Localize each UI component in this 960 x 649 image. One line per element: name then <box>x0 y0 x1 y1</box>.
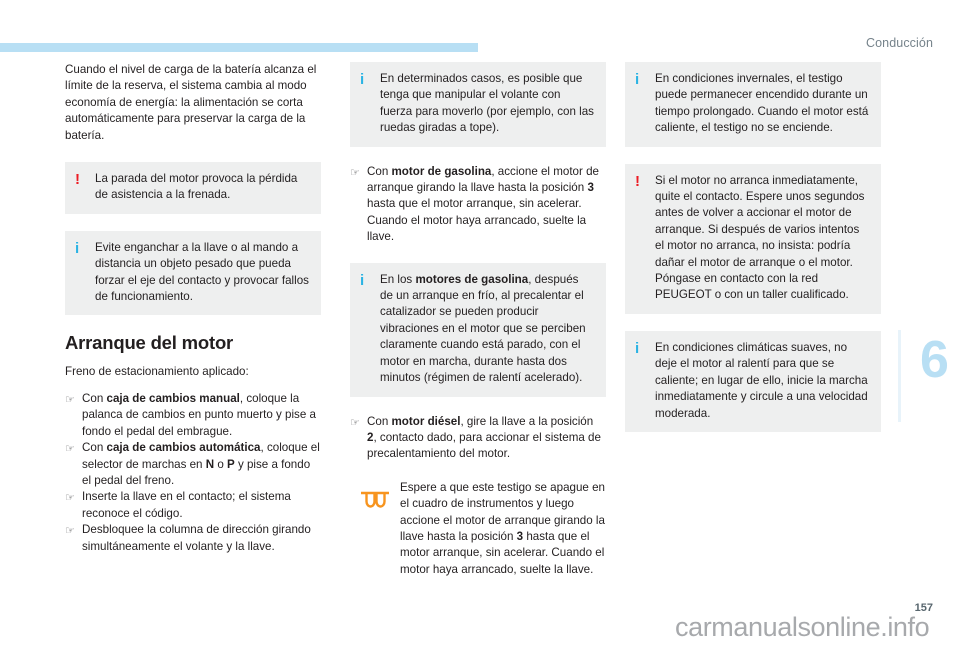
step-post-b: o <box>214 457 227 471</box>
section-lead-text: Freno de estacionamiento aplicado: <box>65 365 249 379</box>
step-position-number: 3 <box>587 181 594 195</box>
petrol-engine-step <box>350 164 606 246</box>
text-post: , después de un arranque en frío, al precalentar el catalizador se pueden producir vibraciones en el motor que se perciben claramente cuando está parado, con el motor en marcha, durante hasta dos minutos (régimen de ralentí acelerado). <box>380 272 586 385</box>
info-callout-text: Evite enganchar a la llave o al mando a distancia un objeto pesado que pueda forzar el eje del contacto y provocar fallos de funcionamiento. <box>95 240 309 304</box>
step-pre: Con <box>367 164 392 178</box>
warning-icon: ! <box>635 172 640 190</box>
pointer-icon: ☞ <box>65 492 75 505</box>
section-title-engine-start: Arranque del motor <box>65 332 234 354</box>
step-bold: motor de gasolina <box>391 164 492 178</box>
list-item <box>65 391 321 440</box>
step-bold: caja de cambios automática <box>106 441 261 455</box>
list-item <box>65 522 321 555</box>
right-column <box>625 62 881 449</box>
info-icon: i <box>360 271 365 289</box>
step-mid: , accione el motor de arranque girando la llave hasta la posición <box>367 164 599 195</box>
step-post: , contacto dado, para accionar el sistema de precalentamiento del motor. <box>367 430 601 461</box>
pointer-icon: ☞ <box>350 166 360 179</box>
gear-position-n: N <box>205 457 215 471</box>
watermark: carmanualsonline.info <box>675 612 930 642</box>
step-pre: Con <box>82 441 107 455</box>
warning-callout-brake-assist <box>65 162 321 214</box>
warning-callout-text: La parada del motor provoca la pérdida de asistencia a la frenada. <box>95 172 298 202</box>
step-post: hasta que el motor arranque, sin acelerar. Cuando el motor haya arrancado, suelte la llave. <box>367 197 587 244</box>
warning-callout-text: Si el motor no arranca inmediatamente, quite el contacto. Espere unos segundos antes de volver a accionar el motor de arranque. Si después de varios intentos el motor no arranca, no insista: podría dañar el motor de arranque o el motor. Póngase en contacto con la red PEUGEOT o con un taller cualificado. <box>655 173 865 302</box>
info-callout-petrol-vibration <box>350 263 606 397</box>
info-callout-steering-effort <box>350 62 606 147</box>
info-callout-mild-weather <box>625 331 881 432</box>
pointer-icon: ☞ <box>65 525 75 538</box>
chapter-marker-bar <box>898 330 901 422</box>
step-bold: caja de cambios manual <box>106 391 240 405</box>
pointer-icon: ☞ <box>350 416 360 429</box>
gear-position-p: P <box>227 457 235 471</box>
text-position-number: 3 <box>516 529 524 543</box>
intro-paragraph: Cuando el nivel de carga de la batería alcanza el límite de la reserva, el sistema cambia al modo economía de energía: la alimentación se corta automáticamente para preservar la carga de la batería. <box>65 63 317 142</box>
chapter-number: 6 <box>920 331 949 389</box>
text-bold: motores de gasolina <box>415 272 529 286</box>
page-number: 157 <box>914 602 933 614</box>
info-icon: i <box>635 339 640 357</box>
glow-plug-icon <box>350 480 400 515</box>
step-post-c: y pise a fondo el pedal del freno. <box>82 457 311 487</box>
warning-icon: ! <box>75 171 80 189</box>
text-post: hasta que el motor arranque, sin acelerar. Cuando el motor haya arrancado, suelte la llave. <box>400 529 605 576</box>
info-callout-text: En condiciones climáticas suaves, no deje el motor al ralentí para que se caliente; en lugar de ello, inicie la marcha inmediatamente y circule a una velocidad moderada. <box>655 340 868 420</box>
info-icon: i <box>360 71 365 88</box>
info-icon: i <box>75 239 80 257</box>
chapter-marker <box>898 330 960 422</box>
chapter-title: Conducción <box>865 36 933 50</box>
step-post: Inserte la llave en el contacto; el sistema reconoce el código. <box>82 490 291 520</box>
left-column <box>65 62 321 571</box>
engine-start-steps <box>65 391 321 555</box>
list-item <box>65 489 321 522</box>
info-callout-text: En condiciones invernales, el testigo puede permanecer encendido durante un tiempo prolongado. Cuando el motor está caliente, el testigo no se enciende. <box>655 72 869 135</box>
glowplug-telltale-block <box>350 480 606 578</box>
step-post-a: , coloque el selector de marchas en <box>82 441 320 471</box>
info-callout-winter-conditions <box>625 62 881 147</box>
step-pre: Con <box>82 391 107 405</box>
step-mid: , gire la llave a la posición <box>460 414 594 428</box>
pointer-icon: ☞ <box>65 393 75 406</box>
step-bold: motor diésel <box>391 414 461 428</box>
info-callout-text <box>380 272 594 387</box>
step-pre: Con <box>367 414 392 428</box>
step-post: Desbloquee la columna de dirección girando simultáneamente el volante y la llave. <box>82 523 311 553</box>
glowplug-telltale-text <box>400 480 606 578</box>
text-pre: Espere a que este testigo se apague en el cuadro de instrumentos y luego accione el motor de arranque girando la llave hasta la posición <box>400 480 605 543</box>
step-post: , coloque la palanca de cambios en punto muerto y pise a fondo el pedal del embrague. <box>82 391 316 438</box>
header-rule <box>0 43 478 52</box>
pointer-icon: ☞ <box>65 443 75 456</box>
middle-column <box>350 62 606 592</box>
info-callout-text: En determinados casos, es posible que tenga que manipular el volante con fuerza para moverlo (por ejemplo, con las ruedas giradas a tope). <box>380 72 594 135</box>
text-pre: En los <box>380 272 416 286</box>
step-position-number: 2 <box>367 430 374 444</box>
warning-callout-no-start <box>625 164 881 314</box>
info-icon: i <box>635 71 640 88</box>
diesel-engine-step <box>350 414 606 463</box>
info-callout-key-fob <box>65 231 321 316</box>
list-item <box>65 440 321 489</box>
